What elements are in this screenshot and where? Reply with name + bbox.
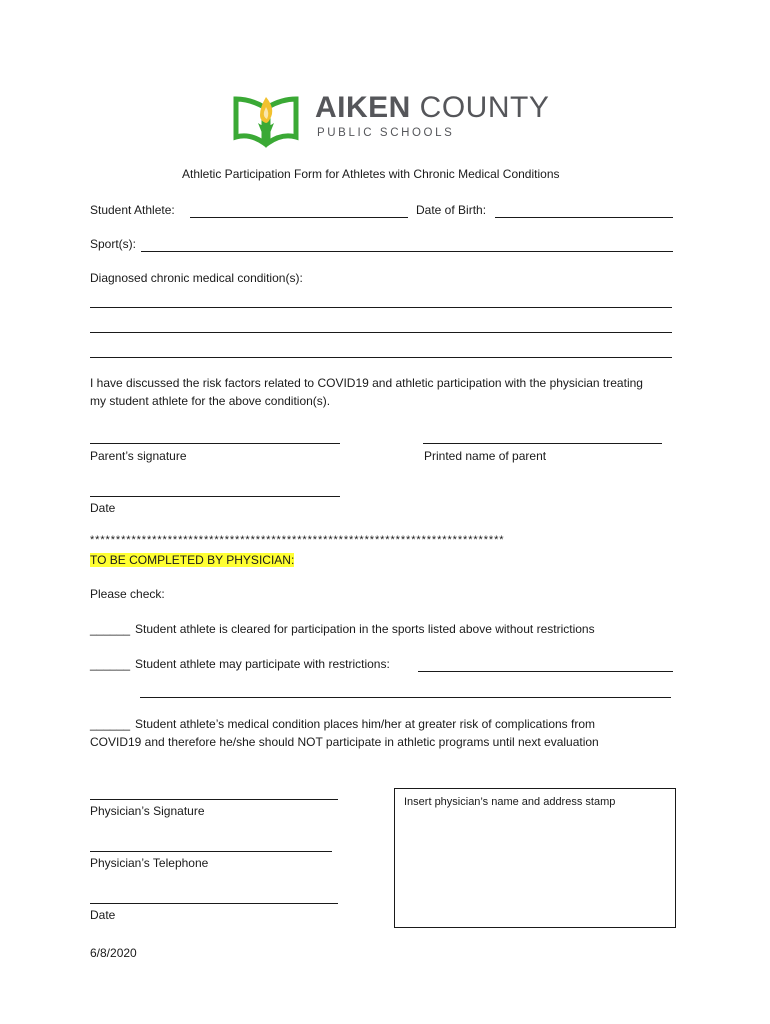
student-athlete-label: Student Athlete: [90,203,175,217]
option1-label: Student athlete is cleared for participation in the sports listed above without restrictions [135,622,595,636]
restrictions-field-1[interactable] [418,671,673,672]
dob-label: Date of Birth: [416,203,487,217]
physician-signature-label: Physician’s Signature [90,804,205,818]
physician-telephone-label: Physician’s Telephone [90,856,209,870]
condition-line-1[interactable] [90,307,672,308]
form-title: Athletic Participation Form for Athletes with Chronic Medical Conditions [182,167,560,181]
option1-checkbox[interactable]: ______ [90,622,131,636]
physician-signature-field[interactable] [90,799,338,800]
logo-subtitle: PUBLIC SCHOOLS [317,127,455,139]
sports-field[interactable] [141,251,673,252]
conditions-label: Diagnosed chronic medical condition(s): [90,271,303,285]
option2-label: Student athlete may participate with restrictions: [135,657,390,671]
student-athlete-field[interactable] [190,217,408,218]
physician-stamp-box[interactable] [394,788,676,928]
option3-label-line-2: COVID19 and therefore he/she should NOT participate in athletic programs until next evaluation [90,735,599,749]
option2-checkbox[interactable]: ______ [90,657,131,671]
physician-date-field[interactable] [90,903,338,904]
option3-checkbox[interactable]: ______ [90,717,131,731]
stamp-label: Insert physician’s name and address stamp [404,796,616,808]
statement-line-1: I have discussed the risk factors related to COVID19 and athletic participation with the physician treating [90,376,643,390]
option3-label-line-1: Student athlete’s medical condition places him/her at greater risk of complications from [135,717,596,731]
footer-date: 6/8/2020 [90,946,137,960]
section-separator: ******************************************************************************** [90,534,505,546]
physician-date-label: Date [90,908,116,922]
restrictions-field-2[interactable] [140,697,671,698]
logo-title: AIKEN COUNTY [315,91,550,124]
please-check-label: Please check: [90,587,165,601]
sports-label: Sport(s): [90,237,137,251]
dob-field[interactable] [495,217,673,218]
parent-printed-name-label: Printed name of parent [424,449,547,463]
condition-line-2[interactable] [90,332,672,333]
parent-printed-name-field[interactable] [423,443,662,444]
physician-heading: TO BE COMPLETED BY PHYSICIAN: [90,553,295,567]
book-torch-icon [230,93,302,149]
parent-date-label: Date [90,501,116,515]
condition-line-3[interactable] [90,357,672,358]
parent-date-field[interactable] [90,496,340,497]
parent-signature-label: Parent’s signature [90,449,187,463]
physician-telephone-field[interactable] [90,851,332,852]
statement-line-2: my student athlete for the above condition(s). [90,394,331,408]
parent-signature-field[interactable] [90,443,340,444]
